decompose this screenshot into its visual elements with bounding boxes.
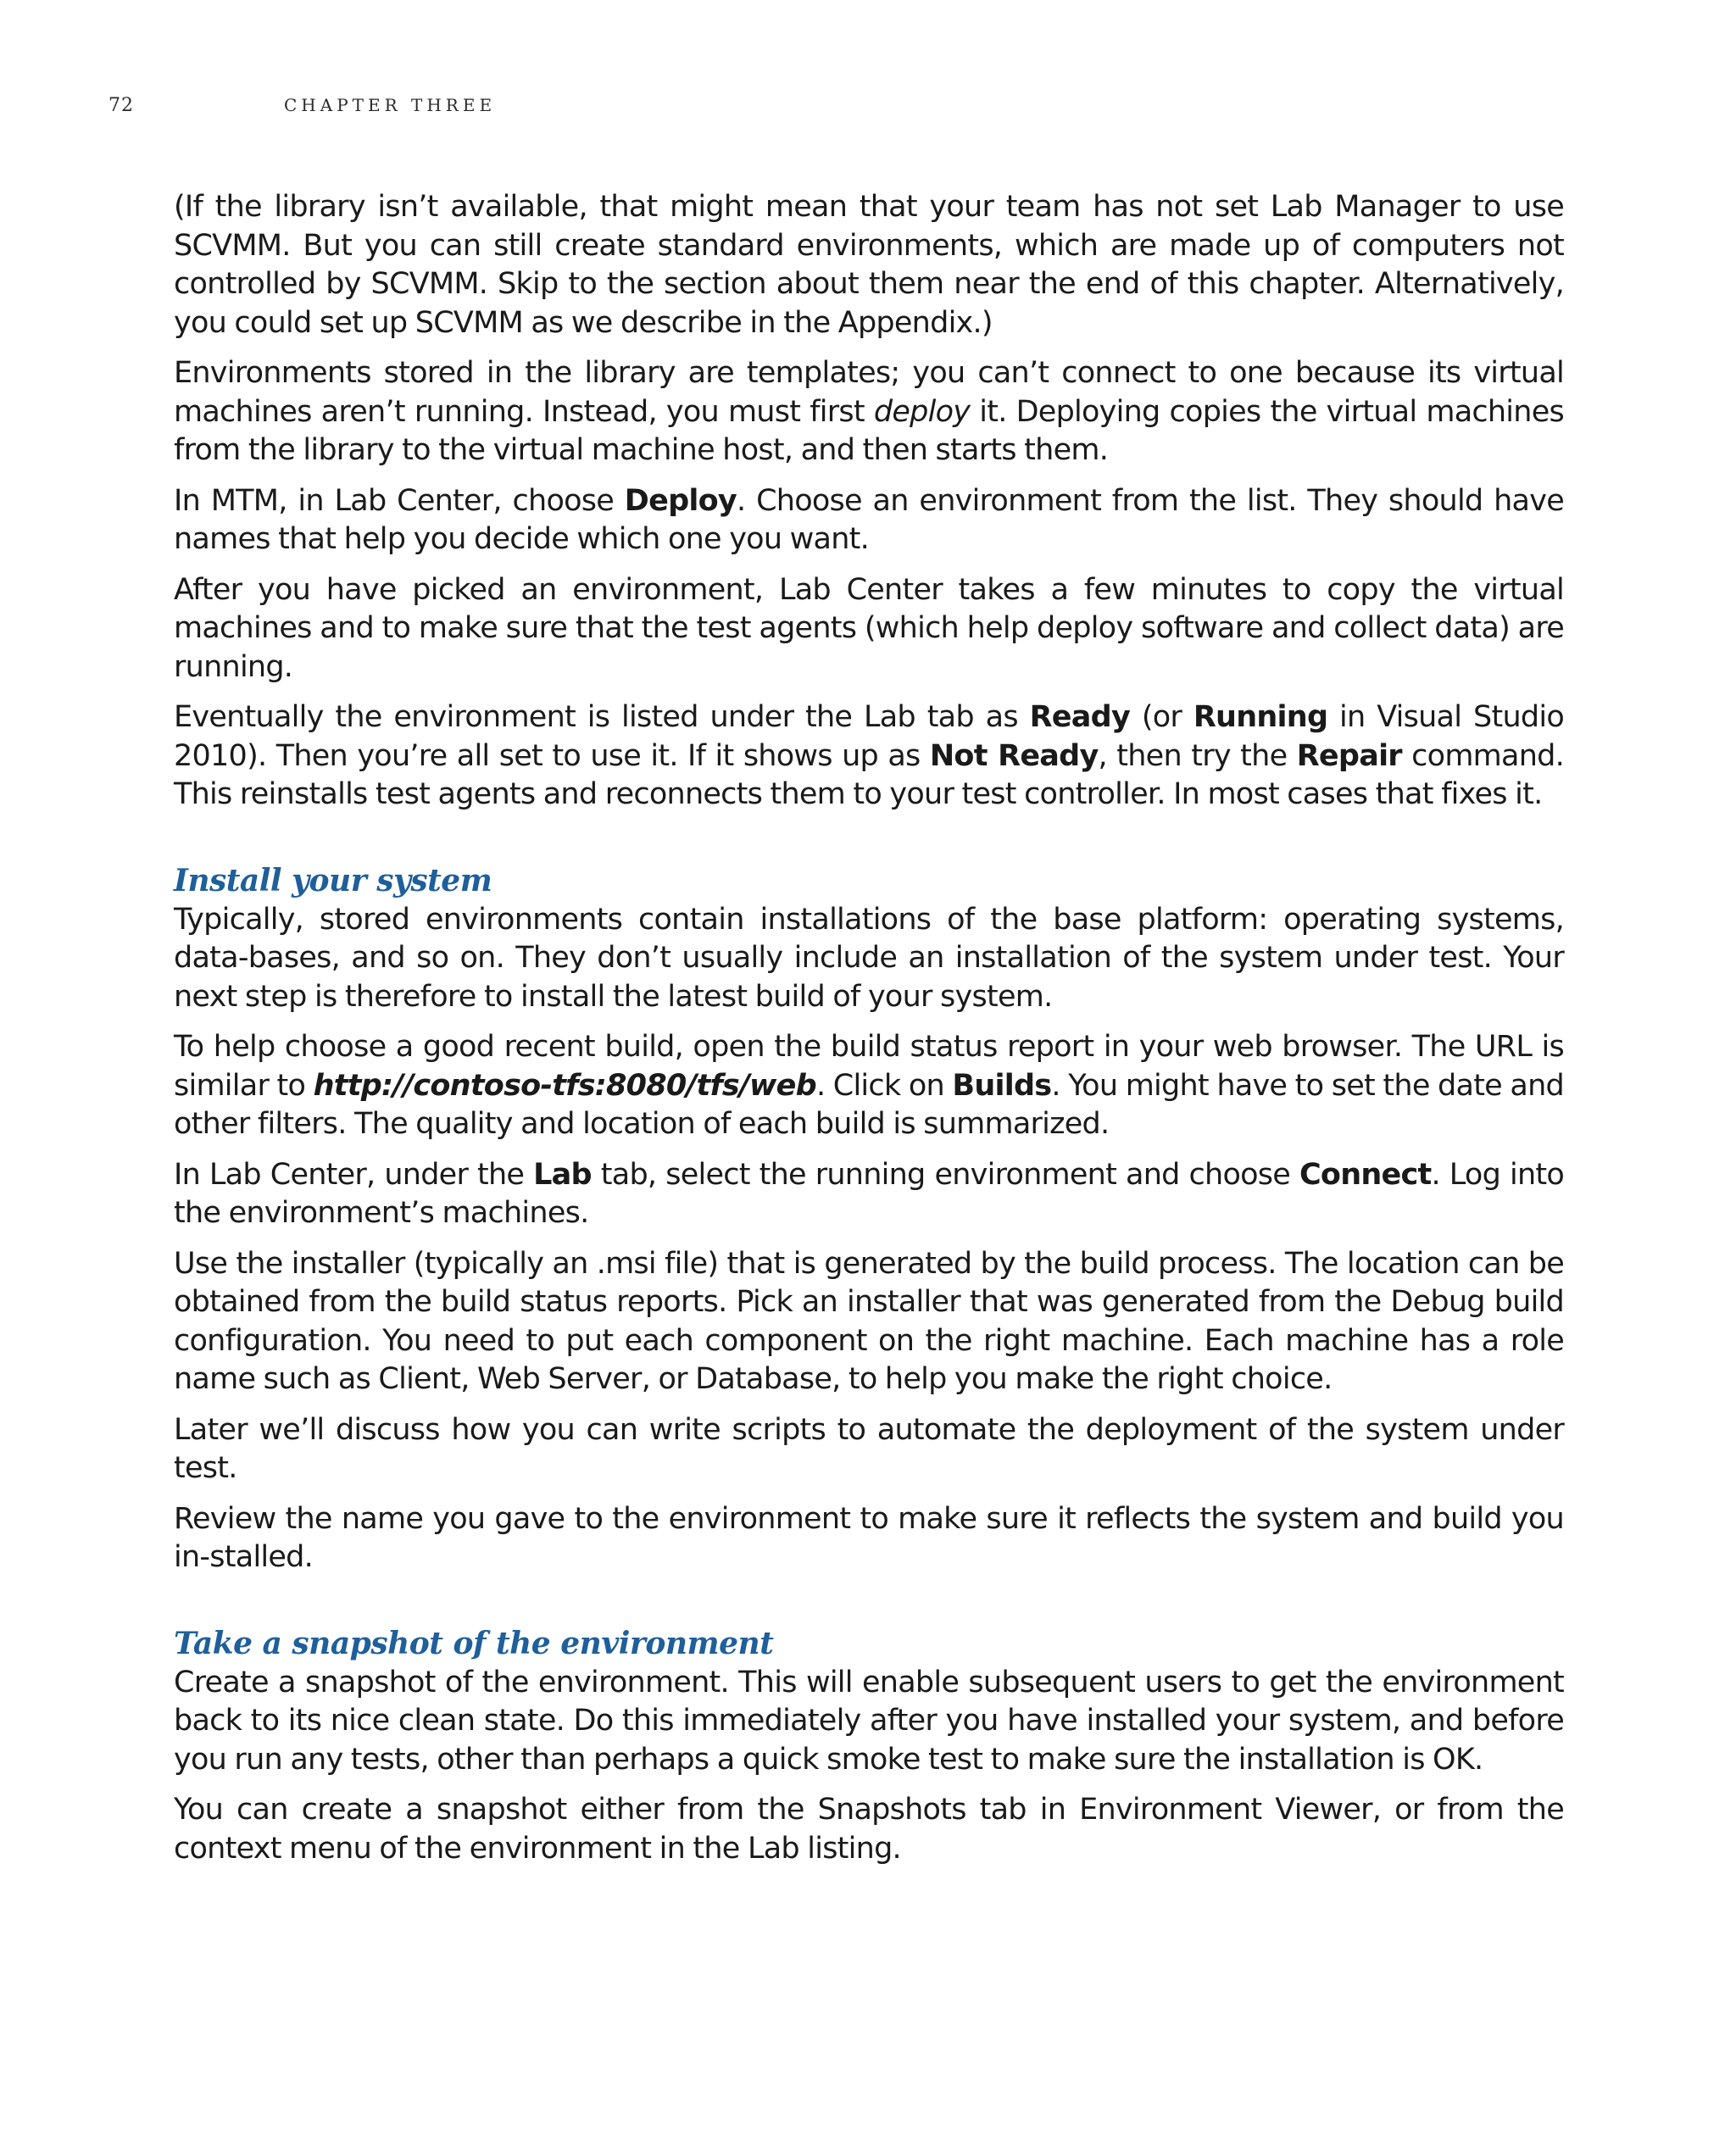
paragraph-typically-stored: Typically, stored environments contain installations of the base platform: operating systems, data-bases, and so on. They don’t usually include an installation of the system under test. Your next step is therefore to install the latest build of your system. (174, 902, 1564, 1014)
text-run: tab, select the running environment and choose (591, 1157, 1299, 1192)
emphasis-deploy: deploy (873, 394, 971, 429)
paragraph-snapshot-sources: You can create a snapshot either from the Snapshots tab in Environment Viewer, or from the context menu of the environment in the Lab listing. (174, 1793, 1564, 1866)
paragraph-review-name: Review the name you gave to the environment to make sure it reflects the system and build you in-stalled. (174, 1501, 1564, 1574)
paragraph-choose-build (174, 1028, 1564, 1144)
strong-not-ready: Not Ready (929, 738, 1099, 773)
text-run: , then try the (1098, 738, 1297, 773)
url-build-report: http://contoso-tfs:8080/tfs/web (313, 1068, 816, 1103)
paragraph-later-scripts: Later we’ll discuss how you can write scripts to automate the deployment of the system under test. (174, 1412, 1564, 1485)
body-text (174, 188, 1564, 1880)
paragraph-after-picking: After you have picked an environment, Lab Center takes a few minutes to copy the virtual machines and to make sure that the test agents (which help deploy software and collect data) are running. (174, 572, 1564, 684)
text-run: . Log into the environment’s machines. (174, 1157, 1565, 1230)
text-run: (or (1130, 700, 1194, 734)
text-run: in Visual Studio 2010). Then you’re all set to use it. If it shows up as (174, 700, 1564, 773)
text-run: In MTM, in Lab Center, choose (174, 483, 625, 518)
text-run: command. This reinstalls test agents and reconnects them to your test controller. In most cases that fixes it. (174, 738, 1564, 811)
paragraph-choose-deploy (174, 482, 1564, 559)
paragraph-eventually-ready (174, 698, 1564, 815)
paragraph-stored-environments (174, 354, 1564, 470)
paragraph-create-snapshot: Create a snapshot of the environment. This will enable subsequent users to get the environment back to its nice clean state. Do this immediately after you have installed your system, and before you run any tests, other than perhaps a quick smoke test to make sure the installation is OK. (174, 1665, 1564, 1777)
strong-connect: Connect (1299, 1157, 1432, 1192)
text-run: . Choose an environment from the list. They should have names that help you decide which one you want. (174, 483, 1564, 556)
paragraph-library-unavailable: (If the library isn’t available, that might mean that your team has not set Lab Manager to use SCVMM. But you can still create standard environments, which are made up of computers not controlled by SCVMM. Skip to the section about them near the end of this chapter. Alternatively, you could set up SCVMM as we describe in the Appendix.) (174, 190, 1564, 340)
page-number: 72 (108, 95, 134, 116)
paragraph-lab-center-connect (174, 1156, 1564, 1233)
strong-running: Running (1193, 700, 1328, 734)
text-run: Eventually the environment is listed under the Lab tab as (174, 700, 1030, 734)
strong-deploy: Deploy (624, 483, 737, 518)
paragraph-use-installer: Use the installer (typically an .msi file) that is generated by the build process. The location can be obtained from the build status reports. Pick an installer that was generated from the Debug build configuration. You need to put each component on the right machine. Each machine has a role name such as Client, Web Server, or Database, to help you make the right choice. (174, 1246, 1564, 1396)
running-head (108, 95, 1550, 129)
text-run: . You might have to set the date and other filters. The quality and location of each build is summarized. (174, 1068, 1565, 1141)
text-run: In Lab Center, under the (174, 1157, 534, 1192)
chapter-label: CHAPTER THREE (284, 95, 497, 115)
strong-repair: Repair (1296, 738, 1402, 773)
heading-install-your-system: Install your system (174, 862, 492, 898)
strong-builds: Builds (952, 1068, 1052, 1103)
text-run: . Click on (815, 1068, 953, 1103)
text-run: To help choose a good recent build, open the build status report in your web browser. The URL is similar to (174, 1030, 1564, 1103)
text-run: Environments stored in the library are templates; you can’t connect to one because its virtual machines aren’t running. Instead, you must first (174, 356, 1564, 429)
strong-lab: Lab (533, 1157, 592, 1192)
heading-take-snapshot: Take a snapshot of the environment (174, 1625, 774, 1661)
text-run: it. Deploying copies the virtual machines from the library to the virtual machine host, and then starts them. (174, 394, 1564, 467)
strong-ready: Ready (1029, 700, 1131, 734)
